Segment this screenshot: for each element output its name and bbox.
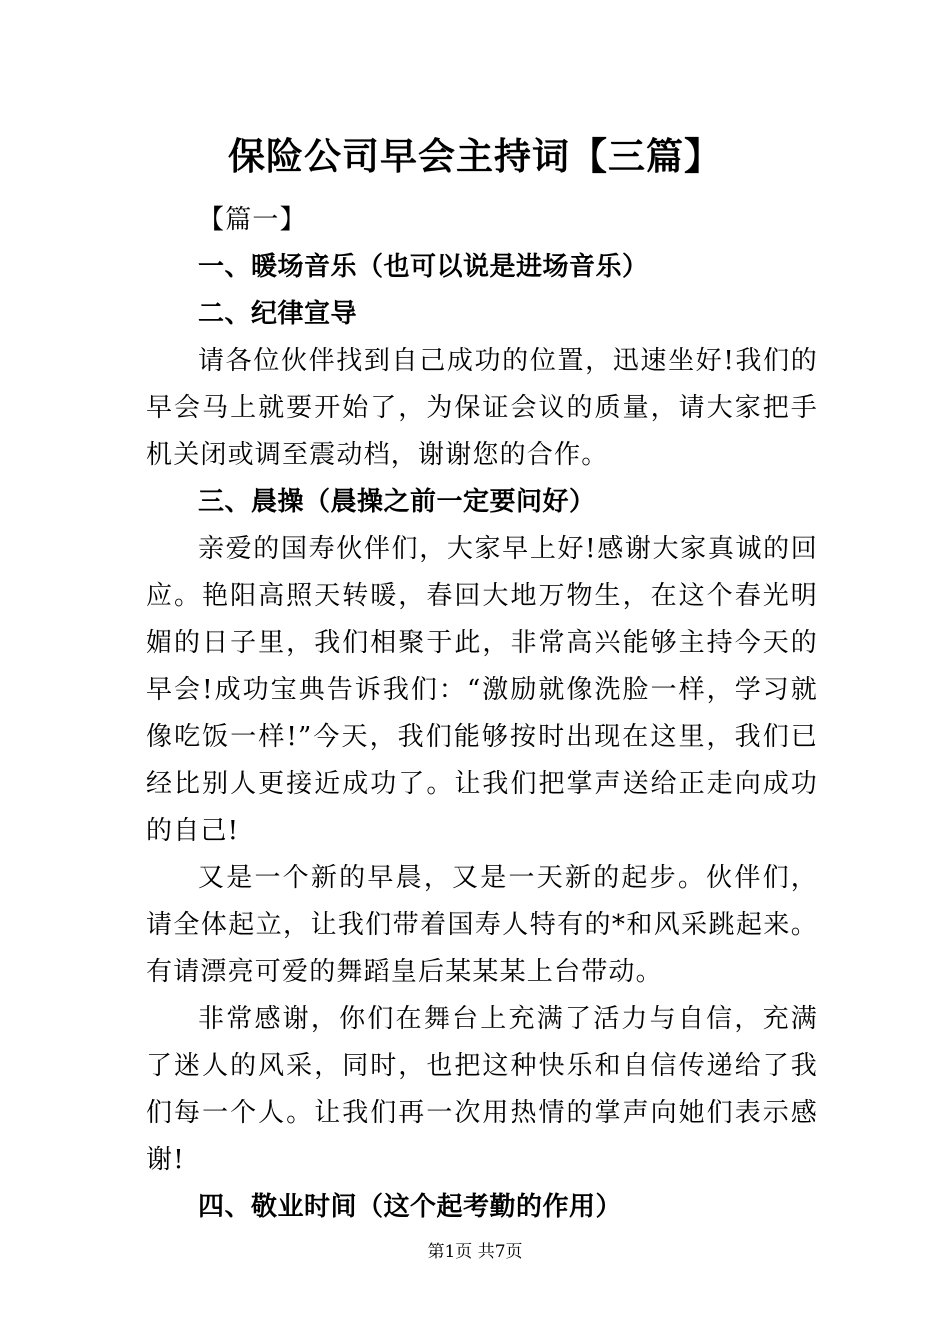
section-heading: 三、晨操（晨操之前一定要问好） bbox=[198, 487, 596, 517]
document-body bbox=[146, 197, 818, 1231]
body-paragraph: 非常感谢，你们在舞台上充满了活力与自信，充满了迷人的风采，同时，也把这种快乐和自信传递给了我们每一个人。让我们再一次用热情的掌声向她们表示感谢! bbox=[146, 1004, 818, 1175]
section-heading: 四、敬业时间（这个起考勤的作用） bbox=[198, 1192, 623, 1222]
body-paragraph: 请各位伙伴找到自己成功的位置，迅速坐好!我们的早会马上就要开始了，为保证会议的质量，请大家把手机关闭或调至震动档，谢谢您的合作。 bbox=[146, 346, 818, 470]
page-footer: 第1页 共7页 bbox=[427, 1242, 523, 1262]
document-title: 保险公司早会主持词【三篇】 bbox=[228, 134, 722, 178]
body-paragraph: 又是一个新的早晨，又是一天新的起步。伙伴们，请全体起立，让我们带着国寿人特有的*和风采跳起来。有请漂亮可爱的舞蹈皇后某某某上台带动。 bbox=[146, 863, 818, 987]
section-heading: 一、暖场音乐（也可以说是进场音乐） bbox=[198, 252, 649, 282]
part-marker: 【篇一】 bbox=[198, 205, 307, 235]
section-heading: 二、纪律宣导 bbox=[198, 299, 358, 329]
body-paragraph: 亲爱的国寿伙伴们，大家早上好!感谢大家真诚的回应。艳阳高照天转暖，春回大地万物生，在这个春光明媚的日子里，我们相聚于此，非常高兴能够主持今天的早会!成功宝典告诉我们：“激励就像洗脸一样，学习就像吃饭一样!”今天，我们能够按时出现在这里，我们已经比别人更接近成功了。让我们把掌声送给正走向成功的自己! bbox=[146, 534, 818, 846]
